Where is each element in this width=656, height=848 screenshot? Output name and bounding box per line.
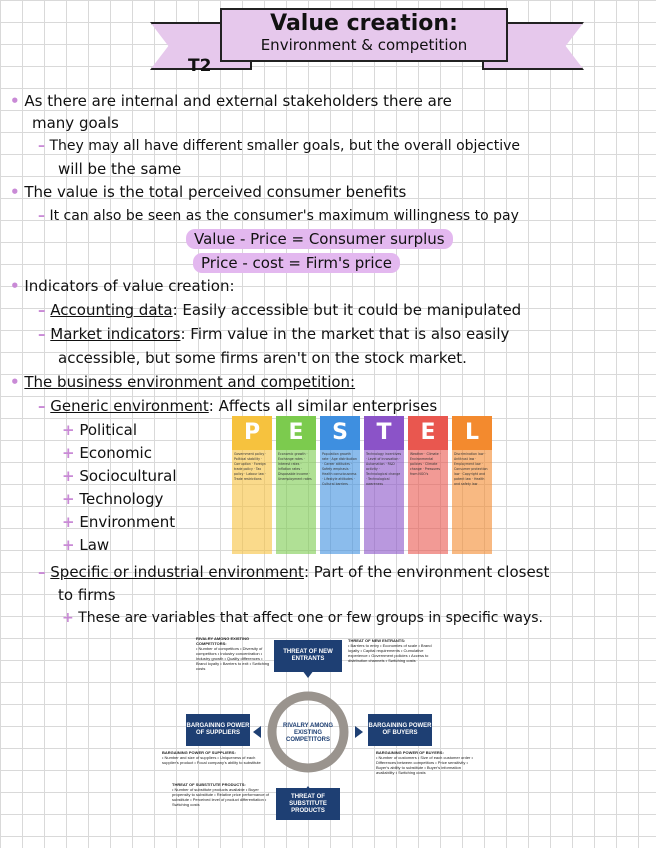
note-line: accessible, but some firms aren't on the stock market. bbox=[58, 349, 467, 367]
pestel-factors: Government policy · Political stability · Corruption · Foreign trade policy · Tax policy · Labour law · Trade restrictions bbox=[232, 450, 272, 554]
pestel-letter: E bbox=[408, 416, 448, 450]
dash-icon: – bbox=[38, 138, 45, 154]
supplier-power-box: BARGAINING POWER OF SUPPLIERS bbox=[186, 714, 250, 746]
pestel-factors: Weather · Climate · Environmental policies · Climate change · Pressures from NGO's bbox=[408, 450, 448, 554]
dash-icon: – bbox=[38, 325, 46, 343]
pestel-column-economic bbox=[276, 416, 316, 554]
plus-icon: + bbox=[62, 467, 75, 485]
five-forces-diagram bbox=[152, 636, 492, 822]
bullet-icon: • bbox=[10, 183, 20, 201]
supplier-factors: BARGAINING POWER OF SUPPLIERS: • Number and size of suppliers • Uniqueness of each supplier's product • Focal company's ability to substitute bbox=[162, 750, 261, 765]
pestel-item: + Economic bbox=[62, 444, 152, 462]
note-line: – Market indicators: Firm value in the market that is also easily bbox=[38, 325, 510, 343]
pestel-column-legal bbox=[452, 416, 492, 554]
page-title: Value creation: bbox=[270, 11, 458, 36]
substitute-factors: THREAT OF SUBSTITUTE PRODUCTS: • Number of substitute products available • Buyer propensity to substitute • Relative price performance of substitute • Perceived level of product differentiation • Switching costs bbox=[172, 782, 270, 807]
pestel-item: + Sociocultural bbox=[62, 467, 177, 485]
note-line: – Generic environment: Affects all similar enterprises bbox=[38, 397, 438, 415]
note-line: to firms bbox=[58, 586, 116, 604]
buyer-factors: BARGAINING POWER OF BUYERS: • Number of customers • Size of each customer order • Differences between competitors • Price sensitivity • Buyer's ability to substitute • Buyer's information availability • Switching costs bbox=[376, 750, 473, 775]
formula-firm-price: Price - cost = Firm's price bbox=[193, 253, 400, 273]
pestel-item: + Political bbox=[62, 421, 138, 439]
plus-icon: + bbox=[62, 444, 75, 462]
dash-icon: – bbox=[38, 301, 46, 319]
note-line: – Specific or industrial environment: Part of the environment closest bbox=[38, 563, 550, 581]
page-subtitle: Environment & competition bbox=[260, 36, 468, 54]
pestel-factors: Economic growth · Exchange rates · Interest rates · Inflation rates · Disposable income · Unemployment rates bbox=[276, 450, 316, 554]
note-line: many goals bbox=[32, 114, 119, 132]
pestel-factors: Population growth rate · Age distribution · Career attitudes · Safety emphasis · Health consciousness · Lifestyle attitudes · Cultural barriers bbox=[320, 450, 360, 554]
pestel-item: + Technology bbox=[62, 490, 164, 508]
pestel-column-social bbox=[320, 416, 360, 554]
note-line: + These are variables that affect one or few groups in specific ways. bbox=[62, 610, 543, 626]
dash-icon: – bbox=[38, 563, 46, 581]
pestel-letter: P bbox=[232, 416, 272, 450]
note-line: – It can also be seen as the consumer's maximum willingness to pay bbox=[38, 208, 519, 224]
rivalry-factors: RIVALRY AMONG EXISTING COMPETITORS: • Number of competitors • Diversity of competitors • Industry concentration • Industry growth • Quality differences • Brand loyalty • Barriers to exit • Switching costs bbox=[196, 636, 270, 671]
pestel-item: + Environment bbox=[62, 513, 176, 531]
plus-icon: + bbox=[62, 421, 75, 439]
note-line: • The business environment and competition: bbox=[10, 373, 356, 391]
bullet-icon: • bbox=[10, 373, 20, 391]
pestel-column-environmental bbox=[408, 416, 448, 554]
bullet-icon: • bbox=[10, 277, 20, 295]
formula-consumer-surplus: Value - Price = Consumer surplus bbox=[186, 229, 453, 249]
entrants-factors: THREAT OF NEW ENTRANTS: • Barriers to entry • Economies of scale • Brand loyalty • Capital requirements • Cumulative experience • Government policies • Access to distribution channels • Switching costs bbox=[348, 638, 432, 663]
note-line: will be the same bbox=[58, 160, 182, 178]
pestel-letter: L bbox=[452, 416, 492, 450]
note-line: • The value is the total perceived consumer benefits bbox=[10, 183, 407, 201]
pestel-letter: S bbox=[320, 416, 360, 450]
note-line: – They may all have different smaller goals, but the overall objective bbox=[38, 138, 521, 154]
threat-substitutes-box: THREAT OF SUBSTITUTE PRODUCTS bbox=[276, 788, 340, 820]
bullet-icon: • bbox=[10, 92, 20, 110]
pestel-diagram bbox=[232, 416, 492, 554]
plus-icon: + bbox=[62, 513, 75, 531]
pestel-column-political bbox=[232, 416, 272, 554]
dash-icon: – bbox=[38, 208, 45, 224]
plus-icon: + bbox=[62, 610, 74, 626]
title-banner bbox=[220, 8, 508, 62]
pestel-letter: E bbox=[276, 416, 316, 450]
topic-tag: T2 bbox=[188, 56, 212, 76]
buyer-power-box: BARGAINING POWER OF BUYERS bbox=[368, 714, 432, 746]
dash-icon: – bbox=[38, 397, 46, 415]
threat-new-entrants-box: THREAT OF NEW ENTRANTS bbox=[274, 640, 342, 672]
plus-icon: + bbox=[62, 490, 75, 508]
pestel-letter: T bbox=[364, 416, 404, 450]
pestel-column-technological bbox=[364, 416, 404, 554]
note-line: • Indicators of value creation: bbox=[10, 277, 235, 295]
note-line: – Accounting data: Easily accessible but it could be manipulated bbox=[38, 301, 522, 319]
pestel-factors: Technology incentives · Level of innovation · Automation · R&D activity · Technological change · Technological awareness bbox=[364, 450, 404, 554]
note-line: • As there are internal and external stakeholders there are bbox=[10, 92, 452, 110]
rivalry-label: RIVALRY AMONG EXISTING COMPETITORS bbox=[282, 722, 333, 743]
pestel-item: + Law bbox=[62, 536, 110, 554]
pestel-factors: Discrimination law · Antitrust law · Employment law · Consumer protection law · Copyright and patent law · Health and safety law bbox=[452, 450, 492, 554]
plus-icon: + bbox=[62, 536, 75, 554]
